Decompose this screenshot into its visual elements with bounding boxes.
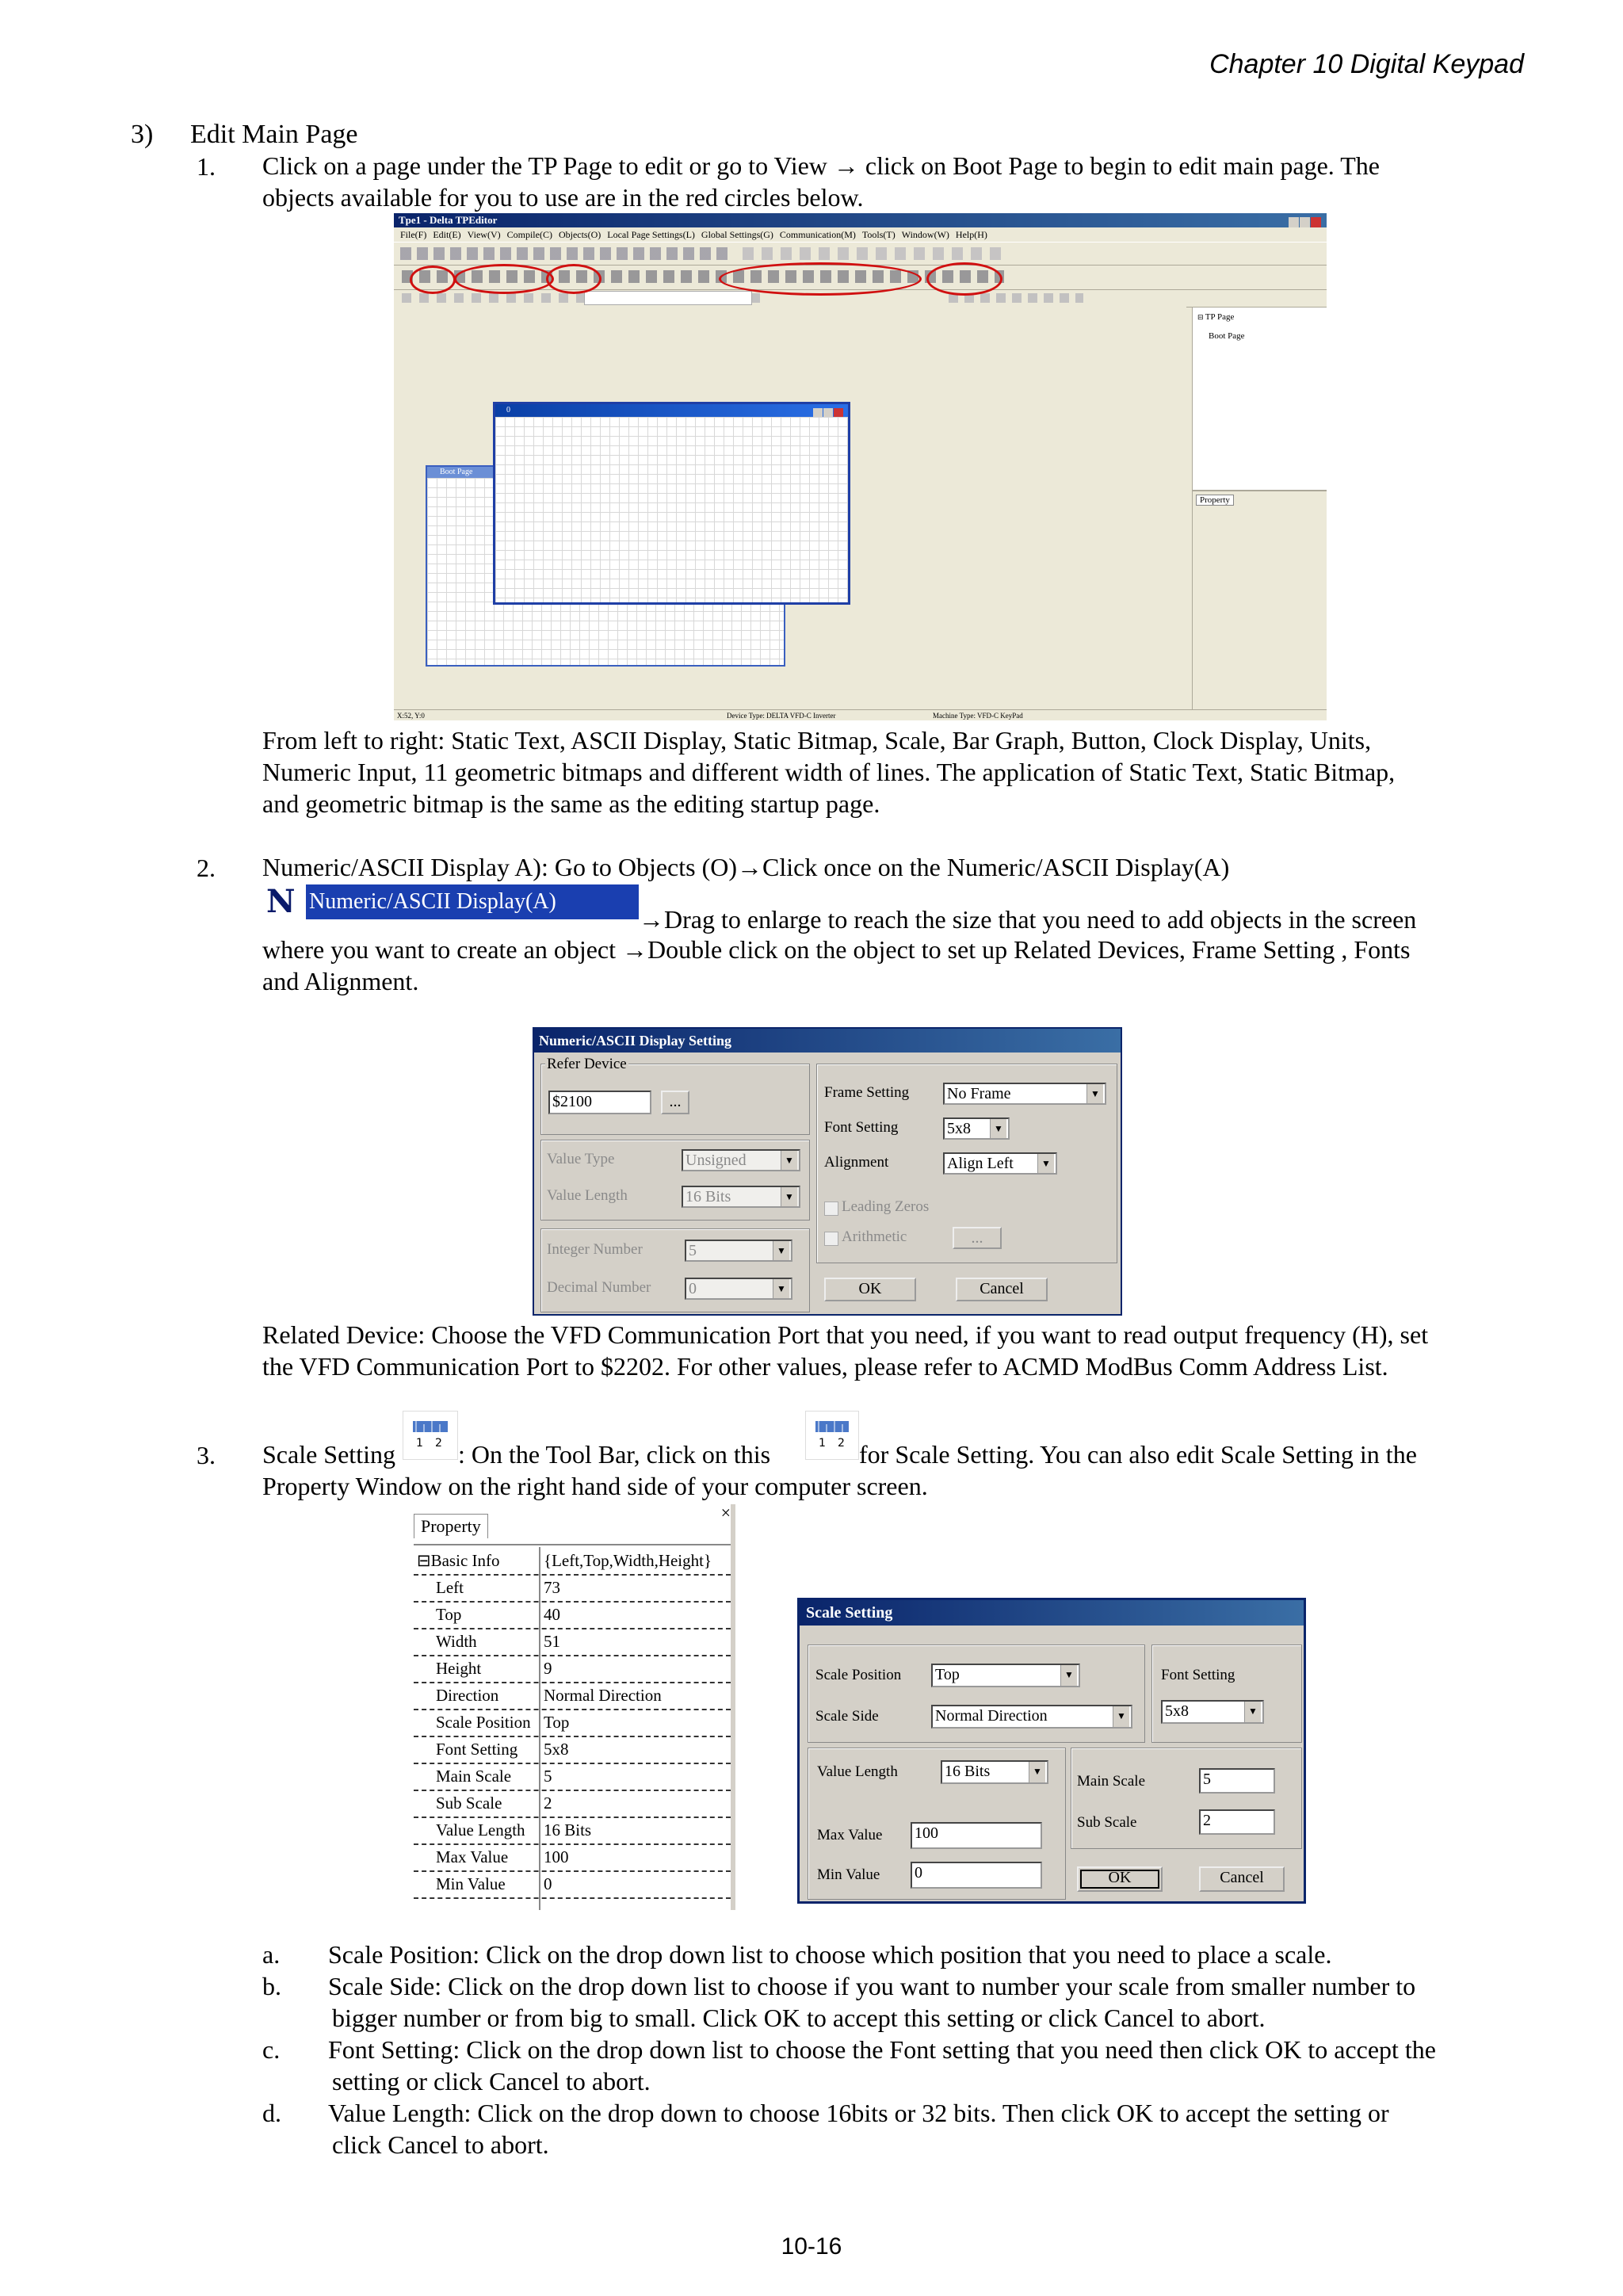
note-text: setting or click Cancel to abort. [332,2067,651,2095]
integer-number-label: Integer Number [547,1241,643,1258]
property-row[interactable] [414,1682,731,1710]
tpeditor-window [394,213,1327,720]
property-window [411,1504,735,1910]
alignment-label: Alignment [824,1154,889,1171]
property-key-cell [436,1817,525,1843]
property-key: Max Value [436,1847,509,1866]
svg-text:1: 1 [416,1437,423,1450]
scale-setting-dialog [797,1598,1306,1904]
dialog-title: Numeric/ASCII Display Setting [534,1029,1121,1052]
status-device: Device Type: DELTA VFD-C Inverter [727,712,836,720]
menu-item[interactable]: Objects(O) [558,229,601,240]
note-text: Scale Position: Click on the drop down list to choose which position that you need to place a scale. [328,1940,1332,1969]
value-type-select[interactable]: Unsigned ▼ [682,1149,800,1171]
property-row[interactable] [414,1655,731,1683]
property-row[interactable] [414,1709,731,1737]
property-key: Top [436,1605,462,1624]
value-length-label: Value Length [547,1187,628,1204]
step3-line: Property Window on the right hand side of your computer screen. [262,1472,928,1500]
note-letter: d. [262,2099,281,2127]
property-value[interactable]: 9 [544,1659,552,1678]
browse-device-button[interactable]: ... [661,1091,689,1114]
property-value[interactable]: 2 [544,1794,552,1813]
property-tab[interactable]: Property [414,1514,488,1538]
step3-line: for Scale Setting. You can also edit Scale Setting in the [859,1440,1417,1469]
menu-item[interactable]: Tools(T) [861,229,896,240]
page-window-controls[interactable] [813,405,846,415]
window-controls[interactable] [1289,215,1323,226]
max-value-label: Max Value [817,1827,883,1843]
property-key-cell [436,1870,506,1897]
property-tab[interactable]: Property [1196,495,1234,506]
menu-item[interactable]: File(F) [400,229,427,240]
font-setting-label: Font Setting [824,1119,899,1136]
value-type-label: Value Type [547,1151,615,1167]
main-scale-label: Main Scale [1077,1773,1146,1790]
note-text: Font Setting: Click on the drop down list to choose the Font setting that you need then click OK to accept the [328,2035,1436,2064]
menu-item[interactable]: Communication(M) [779,229,856,240]
property-key-cell [436,1682,498,1709]
value-length-select[interactable]: 16 Bits ▼ [682,1186,800,1208]
highlight-circle [926,262,1002,296]
property-key-cell [436,1790,502,1817]
property-value[interactable]: 16 Bits [544,1820,592,1839]
property-row[interactable] [414,1628,731,1656]
property-value[interactable]: 73 [544,1578,560,1597]
divider [414,1544,731,1545]
section-number: 3) [131,120,154,149]
step1-line: objects available for you to use are in the red circles below. [262,183,864,212]
toolbar-icons[interactable] [400,247,733,260]
property-key: Main Scale [436,1767,512,1786]
window-title: Tpe1 - Delta TPEditor [394,213,1327,227]
menu-bar [394,227,1327,242]
page-header: Chapter 10 Digital Keypad [1209,49,1524,79]
menu-item[interactable]: Compile(C) [506,229,552,240]
ok-button[interactable]: OK [1077,1866,1163,1892]
property-key: Width [436,1632,477,1651]
alignment-select[interactable]: Align Left ▼ [943,1152,1057,1175]
note-text: bigger number or from big to small. Click OK to accept this setting or click Cancel to abort. [332,2004,1266,2032]
note-letter: c. [262,2035,281,2064]
cancel-button[interactable]: Cancel [956,1278,1048,1301]
scale-side-label: Scale Side [815,1708,879,1725]
property-key-cell [436,1574,464,1601]
font-setting-select[interactable]: 5x8 ▼ [943,1117,1010,1140]
status-position: X:52, Y:0 [397,712,425,720]
property-value[interactable]: 0 [544,1874,552,1893]
status-machine: Machine Type: VFD-C KeyPad [933,712,1023,720]
scale-setting-icon[interactable] [403,1411,458,1460]
page-canvas[interactable] [495,417,848,602]
workspace [394,307,1186,709]
boot-page-title: Boot Page [427,467,784,478]
property-key: Scale Position [436,1713,531,1732]
font-setting-select[interactable]: 5x8 ▼ [1161,1700,1264,1724]
menu-item[interactable]: Help(H) [955,229,987,240]
menu-item[interactable]: Edit(E) [433,229,461,240]
device-input[interactable]: $2100 [548,1091,651,1114]
min-value-input[interactable]: 0 [911,1862,1042,1889]
toolbar-icons[interactable] [743,247,1004,260]
max-value-input[interactable]: 100 [911,1822,1042,1849]
arithmetic-label: Arithmetic [842,1228,907,1245]
highlight-circle [454,264,554,294]
collapse-icon[interactable]: ⊟ [417,1551,431,1570]
property-value[interactable]: 100 [544,1847,569,1866]
property-value[interactable]: Top [544,1713,570,1732]
property-value[interactable]: Normal Direction [544,1686,662,1705]
property-row[interactable] [414,1843,731,1872]
leading-zeros-checkbox[interactable] [824,1201,838,1216]
step3-line: Scale Setting [262,1440,395,1469]
note-letter: a. [262,1940,281,1969]
property-row[interactable] [414,1790,731,1818]
scale-setting-icon[interactable] [805,1411,859,1460]
property-grid [414,1547,731,1910]
related-device-text: the VFD Communication Port to $2202. For other values, please refer to ACMD ModBus Comm Address List. [262,1352,1388,1381]
step1-desc: and geometric bitmap is the same as the editing startup page. [262,789,880,818]
property-value[interactable]: 51 [544,1632,560,1651]
value-length-select[interactable]: 16 Bits ▼ [941,1760,1048,1784]
decimal-number-label: Decimal Number [547,1279,651,1296]
property-row[interactable] [414,1870,731,1899]
status-bar [394,709,1327,720]
page-window [493,402,850,605]
property-value[interactable]: 5x8 [544,1740,569,1759]
note-letter: b. [262,1972,281,2000]
highlight-circle [546,264,601,294]
text-input-toolbar[interactable] [584,291,752,305]
sub-scale-label: Sub Scale [1077,1814,1137,1831]
property-key-cell [436,1655,481,1682]
menu-item[interactable]: Global Settings(G) [701,229,773,240]
property-key: Value Length [436,1820,525,1839]
property-value[interactable]: 40 [544,1605,560,1624]
tree-root[interactable]: ⊟ TP Page [1197,312,1235,322]
property-key-cell [417,1547,500,1574]
property-key: Direction [436,1686,499,1705]
property-key: Height [436,1659,482,1678]
property-row[interactable] [414,1601,731,1629]
property-key-cell [436,1601,461,1628]
font-setting-label: Font Setting [1161,1667,1235,1683]
min-value-label: Min Value [817,1866,880,1883]
property-value[interactable]: 5 [544,1767,552,1786]
leading-zeros-label: Leading Zeros [842,1198,930,1215]
arithmetic-checkbox[interactable] [824,1232,838,1246]
note-text: Value Length: Click on the drop down to choose 16bits or 32 bits. Then click OK to accept the setting or [328,2099,1389,2127]
related-device-text: Related Device: Choose the VFD Communication Port that you need, if you want to read output frequency (H), set [262,1320,1429,1349]
property-key: Left [436,1578,464,1597]
step3-line: : On the Tool Bar, click on this [458,1440,771,1469]
section-title: Edit Main Page [190,120,358,149]
numeric-display-dialog [533,1027,1122,1316]
property-key: Font Setting [436,1740,518,1759]
menu-item[interactable]: Local Page Settings(L) [607,229,695,240]
note-text: Scale Side: Click on the drop down list to choose if you want to number your scale from smaller number to [328,1972,1416,2000]
property-key-cell [436,1763,511,1790]
dialog-title: Scale Setting [800,1600,1304,1626]
step2-line: →Drag to enlarge to reach the size that you need to add objects in the screen [639,905,1417,934]
sub-scale-input[interactable]: 2 [1199,1809,1275,1835]
panel-edge [731,1504,735,1910]
note-text: click Cancel to abort. [332,2130,549,2159]
scale-position-label: Scale Position [815,1667,902,1683]
svg-text:2: 2 [838,1437,845,1450]
main-scale-input[interactable]: 5 [1199,1768,1275,1794]
menu-item-numeric-display[interactable]: Numeric/ASCII Display(A) [306,884,639,919]
step1-desc: From left to right: Static Text, ASCII Display, Static Bitmap, Scale, Bar Graph, Button, Clock Display, Units, [262,726,1372,755]
menu-item[interactable]: View(V) [467,229,501,240]
value-length-label: Value Length [817,1763,898,1780]
ok-button[interactable]: OK [824,1278,916,1301]
scale-position-select[interactable]: Top ▼ [931,1664,1080,1687]
svg-text:2: 2 [435,1437,442,1450]
step-number: 3. [197,1441,216,1469]
close-icon[interactable]: × [720,1504,731,1522]
property-value[interactable]: {Left,Top,Width,Height} [544,1551,712,1570]
property-key: Sub Scale [436,1794,502,1813]
step2-line: Numeric/ASCII Display A): Go to Objects (O)→Click once on the Numeric/ASCII Display(A) [262,853,1230,881]
toolbar-1 [394,242,1327,266]
step2-line: where you want to create an object →Double click on the object to set up Related Devices, Frame Setting , Fonts [262,935,1411,964]
tree-panel [1192,307,1327,491]
property-key: Basic Info [430,1551,500,1570]
tree-child[interactable]: Boot Page [1209,331,1245,341]
property-row[interactable] [414,1763,731,1791]
property-key-cell [436,1843,508,1870]
property-key: Min Value [436,1874,506,1893]
menu-item[interactable]: Window(W) [901,229,949,240]
step1-desc: Numeric Input, 11 geometric bitmaps and different width of lines. The application of Static Text, Static Bitmap, [262,758,1396,786]
property-key-cell [436,1709,531,1736]
font-group [1151,1645,1302,1743]
refer-device-label: Refer Device [547,1056,627,1072]
property-row[interactable] [414,1574,731,1603]
property-key-cell [436,1628,477,1655]
decimal-number-select[interactable]: 0 ▼ [685,1278,792,1300]
cancel-button[interactable]: Cancel [1199,1866,1285,1892]
page-number: 10-16 [781,2233,842,2260]
property-row[interactable] [414,1817,731,1845]
integer-number-select[interactable]: 5 ▼ [685,1240,792,1262]
step-number: 1. [197,152,216,181]
highlight-circle [719,262,922,296]
frame-setting-label: Frame Setting [824,1084,910,1101]
svg-text:1: 1 [819,1437,826,1450]
page-window-title: 0 [495,404,848,417]
step1-line: Click on a page under the TP Page to edit or go to View → click on Boot Page to begin to edit main page. The [262,151,1380,180]
step2-line: and Alignment. [262,967,419,995]
property-panel [1192,491,1327,711]
arithmetic-button[interactable]: ... [953,1227,1002,1249]
scale-side-select[interactable]: Normal Direction ▼ [931,1705,1132,1729]
numeric-display-icon: N [266,883,296,920]
property-key-cell [436,1736,517,1763]
highlight-circle [410,266,456,294]
property-row[interactable] [414,1547,731,1576]
frame-setting-select[interactable]: No Frame ▼ [943,1083,1106,1105]
property-row[interactable] [414,1736,731,1764]
step-number: 2. [197,854,216,882]
